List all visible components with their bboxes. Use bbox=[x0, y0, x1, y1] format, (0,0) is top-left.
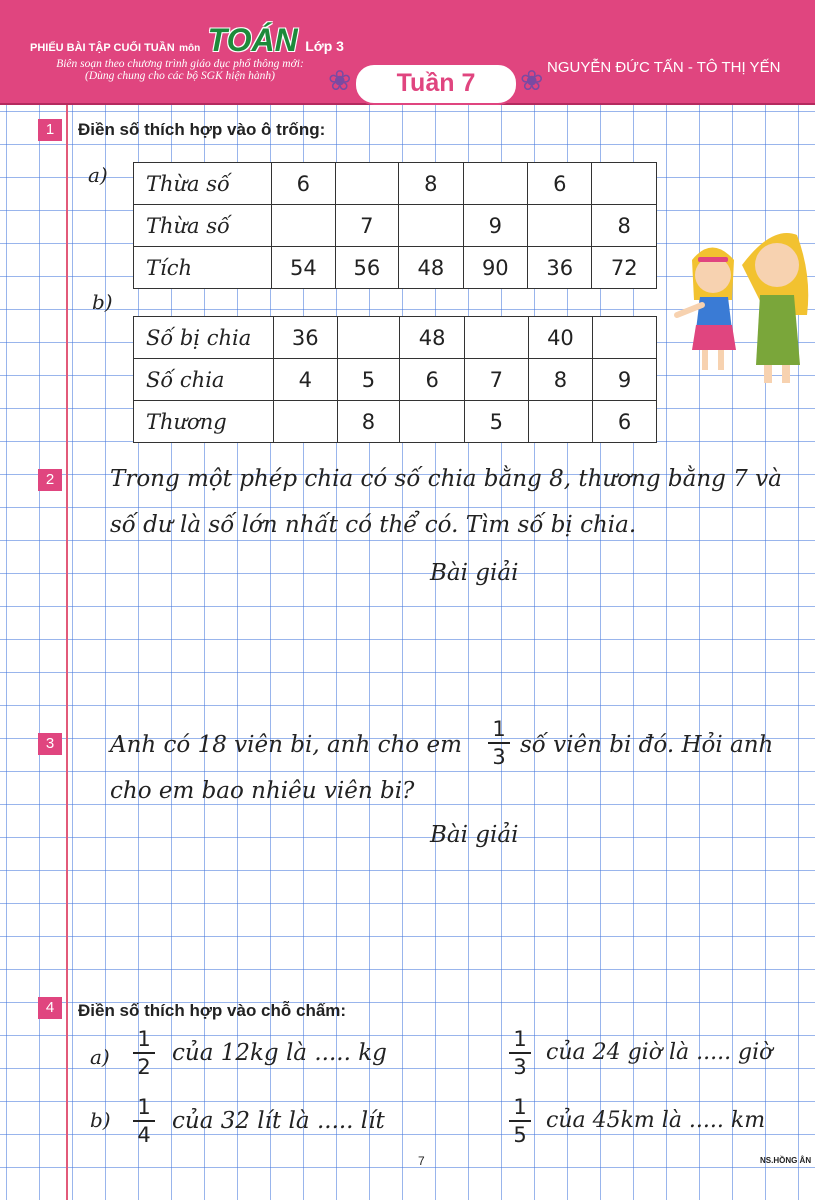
fraction-denominator: 3 bbox=[513, 1055, 527, 1079]
question-4-title: Điền số thích hợp vào chỗ chấm: bbox=[78, 1001, 347, 1020]
fraction-numerator: 1 bbox=[513, 1095, 527, 1119]
table-row bbox=[134, 163, 657, 205]
question-3-fraction bbox=[488, 718, 510, 768]
q4-item-2-text: của 24 giờ là ..... giờ bbox=[546, 1040, 773, 1065]
table-cell[interactable] bbox=[272, 205, 336, 247]
fraction-bar bbox=[488, 742, 510, 744]
series-mon: môn bbox=[179, 43, 201, 54]
q4-fraction-2 bbox=[509, 1028, 531, 1078]
question-3-line-2: cho em bao nhiêu viên bi? bbox=[110, 778, 415, 804]
row-header: Thừa số bbox=[134, 205, 272, 247]
q4-item-3-text: của 32 lít là ..... lít bbox=[172, 1108, 385, 1134]
swirl-right-icon: ❀ bbox=[520, 64, 544, 97]
q4-fraction-1 bbox=[133, 1028, 155, 1078]
question-1-title: Điền số thích hợp vào ô trống: bbox=[78, 120, 326, 139]
table-cell: 72 bbox=[592, 247, 657, 289]
publisher-mark: NS.HỒNG ÂN bbox=[760, 1156, 812, 1165]
fraction-bar bbox=[509, 1052, 531, 1054]
table-cell: 40 bbox=[528, 317, 593, 359]
row-header: Số chia bbox=[134, 359, 274, 401]
table-cell: 9 bbox=[593, 359, 657, 401]
fraction-numerator: 1 bbox=[492, 717, 506, 741]
table-b bbox=[133, 316, 657, 443]
series-prefix: PHIẾU BÀI TẬP CUỐI TUẦN bbox=[30, 42, 175, 54]
table-row bbox=[134, 359, 657, 401]
question-number-1: 1 bbox=[38, 119, 62, 141]
table-cell: 7 bbox=[464, 359, 528, 401]
question-number-2: 2 bbox=[38, 469, 62, 491]
table-cell: 48 bbox=[399, 247, 463, 289]
table-cell[interactable] bbox=[400, 401, 465, 443]
row-header: Thương bbox=[134, 401, 274, 443]
row-header: Thừa số bbox=[134, 163, 272, 205]
question-2-line-2: số dư là số lớn nhất có thể có. Tìm số bị chia. bbox=[110, 512, 637, 538]
question-number-3: 3 bbox=[38, 733, 62, 755]
grade-label: Lớp 3 bbox=[305, 38, 344, 54]
table-cell: 8 bbox=[592, 205, 657, 247]
q4-item-4-text: của 45km là ..... km bbox=[546, 1108, 766, 1133]
authors: NGUYỄN ĐỨC TẤN - TÔ THỊ YẾN bbox=[547, 59, 781, 76]
table-cell[interactable] bbox=[592, 163, 657, 205]
part-b-label: b) bbox=[92, 290, 113, 314]
table-cell: 4 bbox=[273, 359, 337, 401]
part-a-label: a) bbox=[88, 163, 108, 187]
table-cell: 8 bbox=[528, 359, 593, 401]
table-cell: 7 bbox=[335, 205, 399, 247]
fraction-bar bbox=[133, 1052, 155, 1054]
table-cell: 6 bbox=[528, 163, 592, 205]
table-cell: 48 bbox=[400, 317, 465, 359]
table-row bbox=[134, 401, 657, 443]
question-2-line-1: Trong một phép chia có số chia bằng 8, thương bằng 7 và bbox=[110, 466, 782, 492]
table-cell: 54 bbox=[272, 247, 336, 289]
question-2-solution-label: Bài giải bbox=[430, 560, 519, 586]
fraction-denominator: 4 bbox=[137, 1123, 151, 1147]
table-cell[interactable] bbox=[273, 401, 337, 443]
question-3-line-1a: Anh có 18 viên bi, anh cho em bbox=[110, 732, 462, 758]
table-cell: 5 bbox=[464, 401, 528, 443]
header-banner bbox=[0, 0, 815, 105]
fraction-numerator: 1 bbox=[137, 1095, 151, 1119]
page-number: 7 bbox=[418, 1154, 425, 1168]
q4-part-a-label: a) bbox=[90, 1045, 110, 1069]
fraction-bar bbox=[133, 1120, 155, 1122]
table-cell: 9 bbox=[463, 205, 527, 247]
series-title bbox=[30, 22, 350, 59]
table-cell[interactable] bbox=[463, 163, 527, 205]
table-cell[interactable] bbox=[335, 163, 399, 205]
fraction-denominator: 3 bbox=[492, 745, 506, 769]
fraction-numerator: 1 bbox=[137, 1027, 151, 1051]
table-cell[interactable] bbox=[337, 317, 400, 359]
row-header: Số bị chia bbox=[134, 317, 274, 359]
subject-title: TOÁN bbox=[207, 22, 298, 58]
table-cell: 8 bbox=[399, 163, 463, 205]
table-row bbox=[134, 205, 657, 247]
teacher-girl-illustration bbox=[672, 205, 812, 385]
q4-fraction-4 bbox=[509, 1096, 531, 1146]
table-cell: 36 bbox=[528, 247, 592, 289]
q4-item-1-text: của 12kg là ..... kg bbox=[172, 1040, 387, 1066]
fraction-numerator: 1 bbox=[513, 1027, 527, 1051]
table-cell: 90 bbox=[463, 247, 527, 289]
table-cell: 6 bbox=[272, 163, 336, 205]
table-cell: 5 bbox=[337, 359, 400, 401]
table-cell[interactable] bbox=[528, 205, 592, 247]
margin-line bbox=[66, 105, 68, 1200]
table-cell[interactable] bbox=[593, 317, 657, 359]
table-cell: 56 bbox=[335, 247, 399, 289]
table-row bbox=[134, 317, 657, 359]
table-cell: 6 bbox=[593, 401, 657, 443]
table-cell[interactable] bbox=[464, 317, 528, 359]
fraction-bar bbox=[509, 1120, 531, 1122]
table-cell[interactable] bbox=[528, 401, 593, 443]
table-a bbox=[133, 162, 657, 289]
row-header: Tích bbox=[134, 247, 272, 289]
series-block bbox=[30, 22, 350, 83]
table-row bbox=[134, 247, 657, 289]
question-number-4: 4 bbox=[38, 997, 62, 1019]
week-badge: Tuần 7 bbox=[354, 63, 518, 105]
q4-fraction-3 bbox=[133, 1096, 155, 1146]
question-3-line-1b: số viên bi đó. Hỏi anh bbox=[520, 732, 774, 758]
swirl-left-icon: ❀ bbox=[328, 64, 352, 97]
question-3-solution-label: Bài giải bbox=[430, 822, 519, 848]
q4-part-b-label: b) bbox=[90, 1108, 111, 1132]
table-cell[interactable] bbox=[399, 205, 463, 247]
table-cell: 6 bbox=[400, 359, 465, 401]
table-cell: 8 bbox=[337, 401, 400, 443]
table-cell: 36 bbox=[273, 317, 337, 359]
subtitle-line-1: Biên soạn theo chương trình giáo dục phổ thông mới: bbox=[56, 58, 304, 70]
fraction-denominator: 2 bbox=[137, 1055, 151, 1079]
fraction-denominator: 5 bbox=[513, 1123, 527, 1147]
subtitle-line-2: (Dùng chung cho các bộ SGK hiện hành) bbox=[84, 70, 276, 82]
